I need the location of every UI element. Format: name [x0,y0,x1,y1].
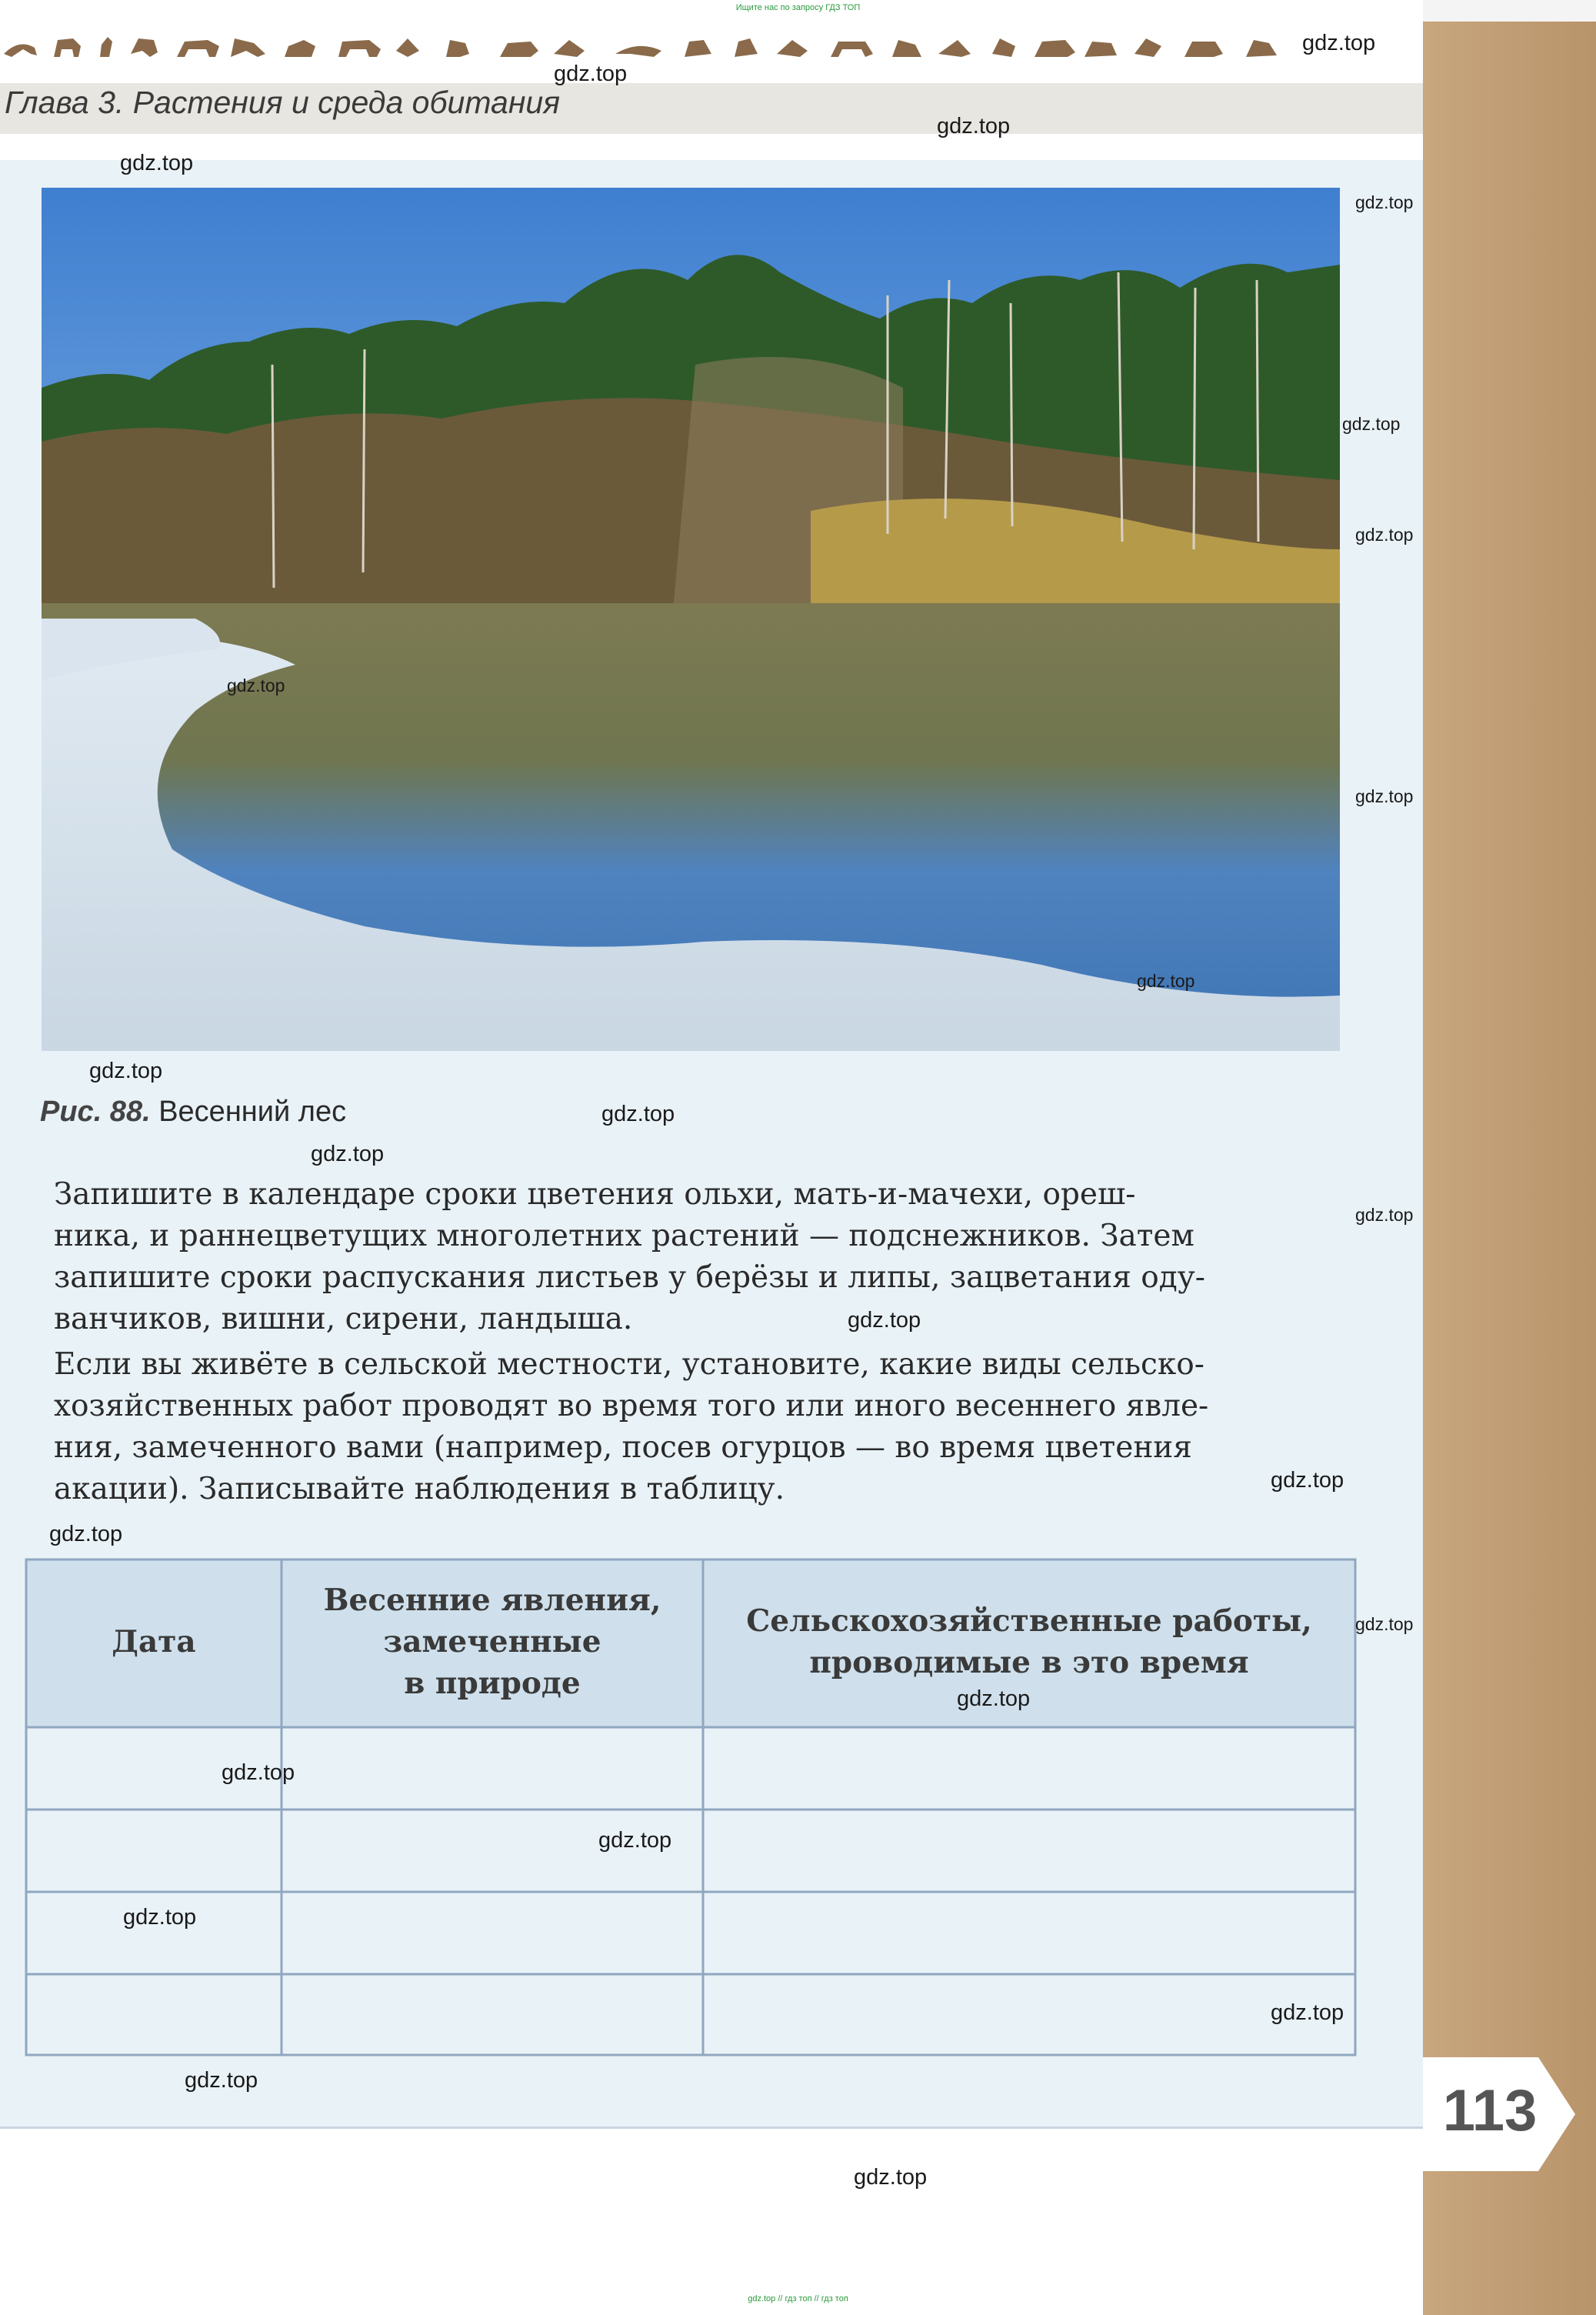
animal-icon [500,42,538,57]
animal-icon [4,45,37,58]
bottom-note: gdz.top // гдз топ // гдз топ [748,2294,848,2303]
watermark: gdz.top [222,1760,295,1785]
header-line: Дата [112,1624,196,1660]
animal-icon [446,40,469,57]
animal-icon [100,37,112,57]
animal-icon [396,38,419,57]
watermark: gdz.top [554,62,628,86]
paragraph-line: запишите сроки распускания листьев у берёзы и липы, зацветания оду- [54,1260,1205,1295]
animal-icon [615,46,661,57]
paragraph-line: ванчиков, вишни, сирени, ландыша. [54,1302,633,1336]
animal-icon [777,40,808,57]
header-line: Весенние явления, [323,1583,661,1618]
page-number: 113 [1442,2078,1538,2143]
animal-icon [938,40,971,57]
watermark: gdz.top [601,1102,675,1126]
watermark: gdz.top [1137,971,1195,991]
animal-icon [1185,42,1223,57]
table-header-date [26,1558,282,1726]
watermark: gdz.top [311,1142,385,1166]
watermark: gdz.top [854,2165,928,2190]
header-line: Сельскохозяйственные работы, [746,1603,1312,1639]
watermark: gdz.top [49,1522,123,1546]
paragraph-1 [54,1174,1358,1340]
figure-label: Рис. 88. [40,1096,151,1128]
watermark: gdz.top [1355,786,1414,806]
paragraph-line: ния, замеченного вами (например, посев огурцов — во время цветения [54,1430,1192,1465]
animal-icon [992,38,1015,57]
watermark: gdz.top [123,1905,197,1930]
watermark: gdz.top [227,675,285,696]
watermark: gdz.top [1355,192,1414,212]
animal-icon [131,38,158,57]
watermark: gdz.top [120,151,194,175]
watermark: gdz.top [1302,31,1376,55]
animal-silhouette-band [0,23,1308,63]
table-header-spring-phenomena [282,1558,703,1726]
watermark: gdz.top [957,1686,1031,1711]
watermark: gdz.top [89,1059,163,1083]
watermark: gdz.top [1271,2000,1344,2025]
paragraph-line: Если вы живёте в сельской местности, установите, какие виды сельско- [54,1347,1204,1382]
paragraph-line: акации). Записывайте наблюдения в таблицу. [54,1472,785,1506]
spring-forest-photo [42,188,1340,1051]
observation-table [25,1558,1357,2056]
paragraph-2 [54,1344,1358,1510]
paragraph-line: Запишите в календаре сроки цветения ольхи, мать-и-мачехи, ореш- [54,1177,1136,1212]
paragraph-line: хозяйственных работ проводят во время того или иного весеннего явле- [54,1389,1209,1423]
watermark: gdz.top [1355,525,1414,545]
animal-icon [231,38,265,57]
animal-icon [54,38,81,57]
watermark: gdz.top [1355,1205,1414,1225]
watermark: gdz.top [598,1828,672,1853]
book-edge-strip [1423,22,1596,2315]
watermark: gdz.top [1355,1614,1414,1634]
paragraph-line: ника, и раннецветущих многолетних растений — подснежников. Затем [54,1219,1195,1253]
animal-icon [831,42,873,57]
animal-icon [285,40,315,57]
header-line: замеченные [383,1624,601,1660]
animal-icon [735,38,758,57]
animal-icon [338,40,381,57]
animal-icon [685,40,711,57]
watermark: gdz.top [185,2068,258,2093]
animal-icon [1035,40,1075,57]
header-line: проводимые в это время [809,1645,1249,1680]
watermark: gdz.top [1342,414,1401,434]
figure-caption-text: Весенний лес [158,1096,347,1128]
top-note: Ищите нас по запросу ГДЗ ТОП [735,3,861,12]
animal-icon [1246,40,1277,57]
watermark: gdz.top [1271,1468,1344,1493]
watermark: gdz.top [937,114,1011,138]
animal-icon [177,40,219,57]
animal-icon [1135,38,1161,57]
watermark: gdz.top [848,1308,921,1333]
header-line: в природе [404,1666,581,1701]
animal-icon [554,40,585,57]
animal-icon [892,40,921,57]
chapter-title: Глава 3. Растения и среда обитания [5,85,561,120]
figure-caption [40,1096,346,1129]
animal-icon [1085,42,1117,57]
